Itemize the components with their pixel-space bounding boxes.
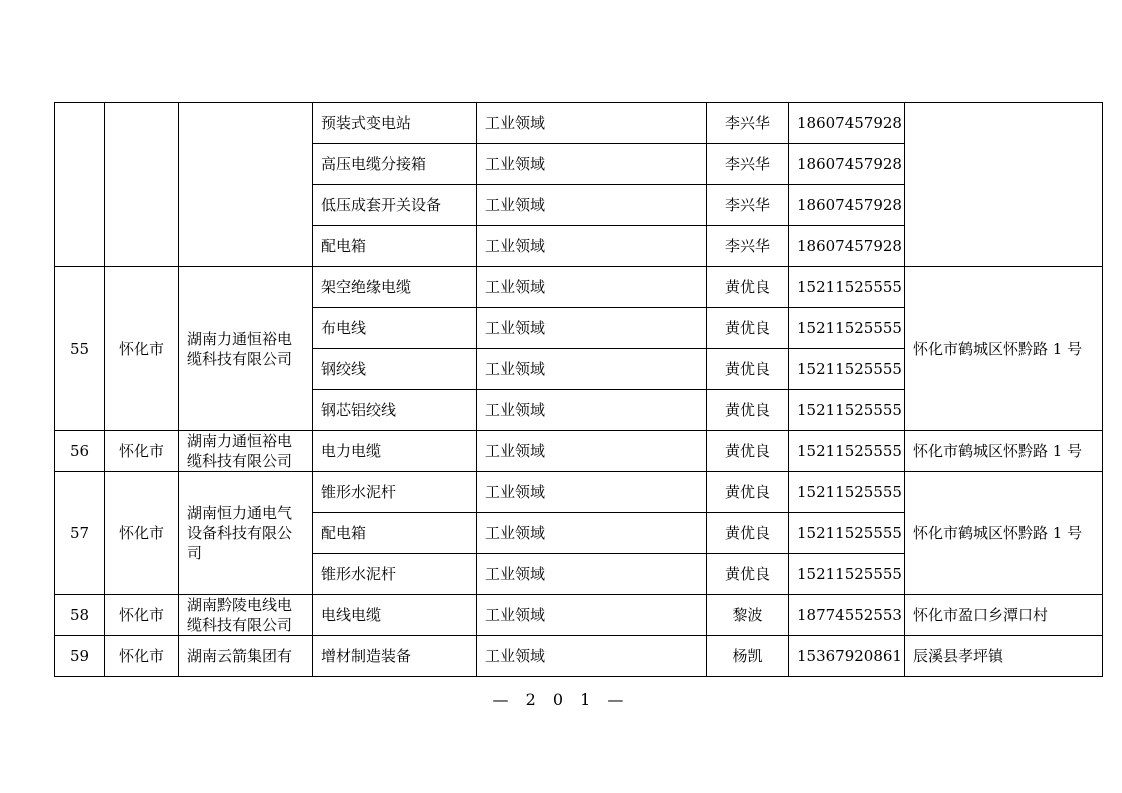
company-cell: 湖南黔陵电线电缆科技有限公司 [179,595,313,636]
contact-cell: 黄优良 [707,267,789,308]
phone-cell: 18607457928 [789,103,905,144]
address-cell [905,103,1103,267]
field-cell: 工业领域 [477,636,707,677]
table-row [55,431,1103,472]
table-row [55,636,1103,677]
field-cell: 工业领域 [477,431,707,472]
contact-cell: 黎波 [707,595,789,636]
city-cell: 怀化市 [105,636,179,677]
product-cell: 电力电缆 [313,431,477,472]
address-cell: 辰溪县孝坪镇 [905,636,1103,677]
field-cell: 工业领域 [477,513,707,554]
contact-cell: 黄优良 [707,349,789,390]
index-cell: 56 [55,431,105,472]
field-cell: 工业领域 [477,144,707,185]
field-cell: 工业领域 [477,349,707,390]
contact-cell: 黄优良 [707,513,789,554]
phone-cell: 15211525555 [789,349,905,390]
contact-cell: 李兴华 [707,144,789,185]
product-cell: 锥形水泥杆 [313,472,477,513]
product-cell: 架空绝缘电缆 [313,267,477,308]
product-cell: 配电箱 [313,226,477,267]
index-cell: 57 [55,472,105,595]
field-cell: 工业领域 [477,595,707,636]
address-cell: 怀化市鹤城区怀黔路 1 号 [905,431,1103,472]
product-cell: 增材制造装备 [313,636,477,677]
city-cell: 怀化市 [105,472,179,595]
product-cell: 钢芯铝绞线 [313,390,477,431]
phone-cell: 15211525555 [789,431,905,472]
company-cell: 湖南力通恒裕电缆科技有限公司 [179,431,313,472]
index-cell: 55 [55,267,105,431]
contact-cell: 黄优良 [707,554,789,595]
contact-cell: 黄优良 [707,472,789,513]
phone-cell: 18607457928 [789,226,905,267]
city-cell [105,103,179,267]
field-cell: 工业领域 [477,472,707,513]
address-cell: 怀化市鹤城区怀黔路 1 号 [905,267,1103,431]
product-cell: 配电箱 [313,513,477,554]
phone-cell: 18607457928 [789,144,905,185]
phone-cell: 15211525555 [789,390,905,431]
index-cell [55,103,105,267]
table-row [55,267,1103,308]
product-cell: 锥形水泥杆 [313,554,477,595]
phone-cell: 15367920861 [789,636,905,677]
contact-cell: 黄优良 [707,431,789,472]
phone-cell: 15211525555 [789,267,905,308]
field-cell: 工业领域 [477,390,707,431]
phone-cell: 18607457928 [789,185,905,226]
phone-cell: 15211525555 [789,472,905,513]
contact-cell: 李兴华 [707,103,789,144]
table-row [55,595,1103,636]
field-cell: 工业领域 [477,185,707,226]
company-cell: 湖南恒力通电气设备科技有限公司 [179,472,313,595]
product-cell: 布电线 [313,308,477,349]
phone-cell: 15211525555 [789,554,905,595]
contact-cell: 黄优良 [707,390,789,431]
company-cell: 湖南云箭集团有 [179,636,313,677]
product-cell: 高压电缆分接箱 [313,144,477,185]
contact-cell: 杨凯 [707,636,789,677]
address-cell: 怀化市盈口乡潭口村 [905,595,1103,636]
city-cell: 怀化市 [105,267,179,431]
field-cell: 工业领域 [477,267,707,308]
address-cell: 怀化市鹤城区怀黔路 1 号 [905,472,1103,595]
product-cell: 电线电缆 [313,595,477,636]
field-cell: 工业领域 [477,308,707,349]
contact-cell: 黄优良 [707,308,789,349]
table-row [55,472,1103,513]
city-cell: 怀化市 [105,431,179,472]
product-cell: 低压成套开关设备 [313,185,477,226]
table-row [55,103,1103,144]
company-cell [179,103,313,267]
phone-cell: 18774552553 [789,595,905,636]
field-cell: 工业领域 [477,103,707,144]
phone-cell: 15211525555 [789,308,905,349]
company-cell: 湖南力通恒裕电缆科技有限公司 [179,267,313,431]
index-cell: 58 [55,595,105,636]
field-cell: 工业领域 [477,554,707,595]
product-directory-table [54,102,1103,677]
page-number: — 2 0 1 — [492,690,630,709]
contact-cell: 李兴华 [707,185,789,226]
index-cell: 59 [55,636,105,677]
contact-cell: 李兴华 [707,226,789,267]
product-cell: 钢绞线 [313,349,477,390]
product-cell: 预装式变电站 [313,103,477,144]
phone-cell: 15211525555 [789,513,905,554]
field-cell: 工业领域 [477,226,707,267]
city-cell: 怀化市 [105,595,179,636]
